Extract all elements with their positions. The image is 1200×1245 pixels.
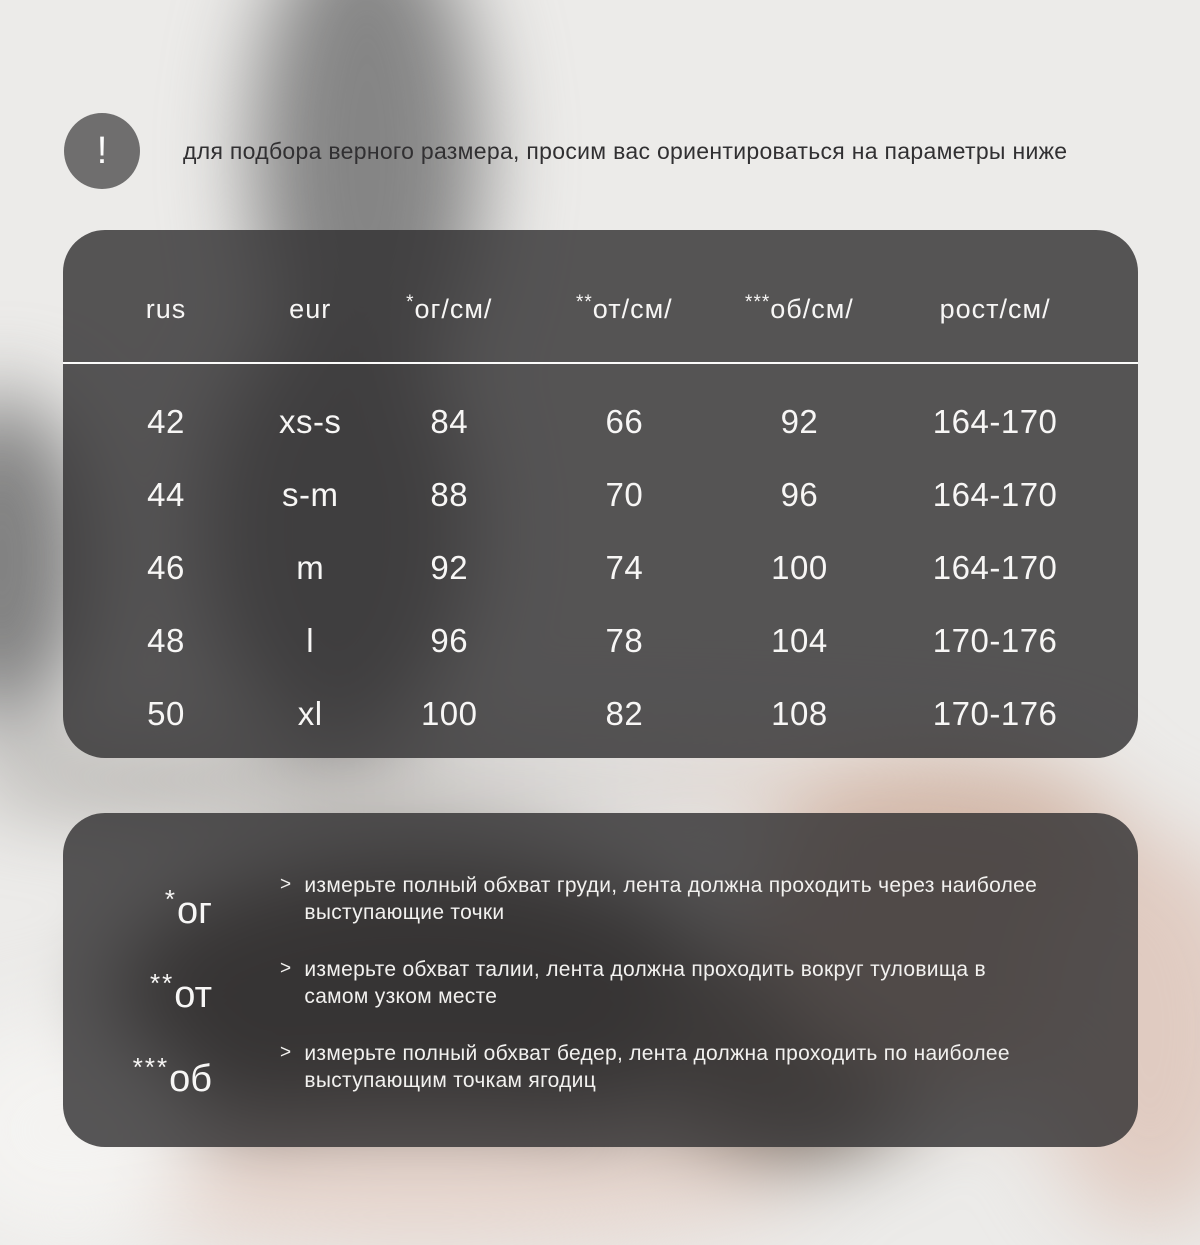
exclamation-icon (64, 113, 140, 189)
legend-description: > измерьте обхват талии, лента должна проходить вокруг туловища в самом узком месте (280, 958, 986, 1008)
table-row (63, 385, 1093, 458)
table-row (63, 604, 1093, 677)
table-cell: 82 (605, 694, 644, 732)
chevron-right-icon: > (280, 958, 292, 979)
column-header-waist: **от/см/ (576, 291, 673, 324)
legend-item-waist (63, 956, 1098, 1014)
legend-description: > измерьте полный обхват груди, лента должна проходить через наиболее выступающие точки (280, 874, 1038, 924)
table-cell: 104 (771, 621, 828, 659)
table-cell: 100 (771, 548, 828, 586)
table-body (63, 364, 1138, 782)
table-cell: 170-176 (932, 694, 1058, 732)
table-row (63, 677, 1093, 750)
chevron-right-icon: > (280, 1042, 292, 1063)
table-cell: 70 (605, 475, 644, 513)
table-cell: 96 (430, 621, 469, 659)
table-row (63, 458, 1093, 531)
table-cell: 88 (430, 475, 469, 513)
legend-item-hips (63, 1040, 1098, 1098)
table-cell: 92 (430, 548, 469, 586)
size-table-panel (63, 230, 1138, 758)
table-cell: 66 (605, 402, 644, 440)
table-cell: 96 (780, 475, 819, 513)
legend-term: *ог (164, 884, 212, 932)
table-cell: xs-s (278, 402, 342, 440)
table-cell: 42 (147, 402, 185, 440)
table-cell: 78 (605, 621, 644, 659)
table-cell: 48 (147, 621, 185, 659)
table-cell: 100 (420, 694, 478, 732)
table-cell: 164-170 (932, 548, 1058, 586)
column-header-eur: eur (289, 293, 332, 324)
column-header-chest: *ог/см/ (406, 291, 493, 324)
size-advice-text: для подбора верного размера, просим вас ориентироваться на параметры ниже (183, 138, 1068, 164)
table-cell: xl (297, 694, 323, 732)
legend-item-chest (63, 872, 1098, 930)
table-cell: m (296, 548, 325, 586)
table-cell: 44 (147, 475, 185, 513)
exclamation-glyph: ! (96, 130, 108, 172)
measurement-legend-panel (63, 813, 1138, 1147)
table-row (63, 531, 1093, 604)
column-header-height: рост/см/ (939, 293, 1051, 324)
table-cell: 92 (780, 402, 819, 440)
table-cell: s-m (281, 475, 339, 513)
table-cell: 74 (605, 548, 644, 586)
legend-term: ***об (132, 1052, 212, 1100)
chevron-right-icon: > (280, 874, 292, 895)
legend-term: **от (150, 968, 212, 1016)
column-header-hips: ***об/см/ (745, 291, 854, 324)
table-header-row (63, 230, 1138, 362)
table-cell: 170-176 (932, 621, 1058, 659)
column-header-rus: rus (145, 293, 187, 324)
table-cell: 164-170 (932, 402, 1058, 440)
table-cell: 108 (771, 694, 828, 732)
table-cell: 50 (147, 694, 185, 732)
legend-description: > измерьте полный обхват бедер, лента должна проходить по наиболее выступающим точкам ягодиц (280, 1042, 1010, 1092)
table-cell: l (306, 621, 315, 659)
table-cell: 164-170 (932, 475, 1058, 513)
table-cell: 46 (147, 548, 185, 586)
table-cell: 84 (430, 402, 469, 440)
